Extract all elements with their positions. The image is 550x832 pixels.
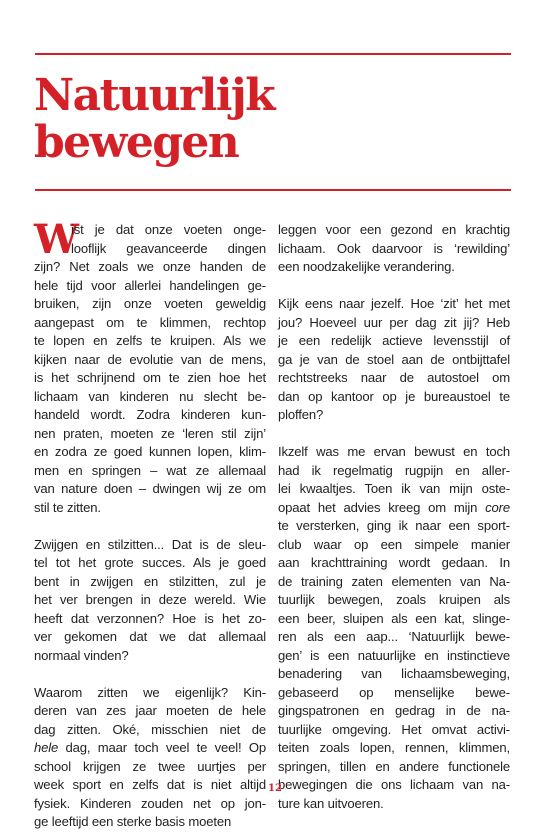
text-line: te lopen en zelfs te kruipen. Als we <box>34 333 266 348</box>
text-line: lei kwaaltjes. Toen ik van mijn oste- <box>278 481 510 496</box>
text-line: ren als een aap... ‘Natuurlijk bewe- <box>278 629 510 644</box>
text-line: fysiek. Kinderen zouden net op jon- <box>34 795 266 811</box>
text-line: van nature doen – dwingen wij ze om <box>34 481 266 496</box>
text-line: hele tijd voor allerlei handelingen ge- <box>34 277 266 293</box>
paragraph-gap <box>278 277 510 296</box>
text-line: ge leeftijd een sterke basis moeten <box>34 814 232 829</box>
paragraph-gap <box>34 665 266 684</box>
text-line: teiten zoals lopen, rennen, klimmen, <box>278 740 510 755</box>
text-line: bewegingen die ons lichaam van na- <box>278 777 510 792</box>
text-line: leggen voor een gezond en krachtig <box>278 222 510 237</box>
emphasis: core <box>485 499 510 515</box>
text-line: ga je van de stoel aan de ontbijttafel <box>278 351 510 367</box>
text-line: deren van zes jaar moeten de hele <box>34 703 266 718</box>
page-number: 12 <box>268 783 282 794</box>
text-line: men en springen – wat ze allemaal <box>34 462 266 478</box>
text-line: een beer, sluipen als een kat, slinge- <box>278 610 510 626</box>
text-line: ture kan uitvoeren. <box>278 795 384 811</box>
text-line: tuurlijke omgeving. Het omvat activi- <box>278 721 510 737</box>
drop-cap: W <box>34 216 79 263</box>
top-rule <box>35 53 511 55</box>
page-title <box>34 72 274 166</box>
emphasis: hele <box>34 740 59 755</box>
text-line: rechtstreeks naar de autostoel om <box>278 370 510 385</box>
text-line: looflijk geavanceerde dingen <box>71 240 266 256</box>
text-line: een noodzakelijke verandering. <box>278 259 455 274</box>
text-line: ist je dat onze voeten onge- <box>71 222 266 237</box>
text-line: jou? Hoeveel uur per dag zit jij? Heb <box>278 314 510 330</box>
left-column <box>34 216 266 832</box>
text-line: bent in zwijgen en stilzitten, zul je <box>34 573 266 589</box>
text-line: ver gekomen dat we dat allemaal <box>34 629 266 644</box>
text-line: heeft dat verzonnen? Hoe is het zo- <box>34 610 266 626</box>
title-line-2: bewegen <box>34 117 239 168</box>
text-line: te versterken, ging ik naar een sport- <box>278 518 510 533</box>
text-line: bruiken, zijn onze voeten geweldig <box>34 296 266 311</box>
text-line: je een redelijk actieve levensstijl of <box>278 333 510 348</box>
text-line: springen, tillen en andere functionele <box>278 758 510 774</box>
right-column <box>278 221 510 813</box>
text-line: gebaseerd op menselijke bewe- <box>278 684 510 700</box>
text-line: gen’ is een natuurlijke en instinctieve <box>278 647 510 663</box>
text-line: lichaam. Ook daarvoor is ‘rewilding’ <box>278 240 510 256</box>
text-line: kijken naar de evolutie van de mens, <box>34 351 266 367</box>
text-line: handeld wordt. Zodra kinderen kun- <box>34 407 266 422</box>
text-line: is het schrijnend om te zien hoe het <box>34 370 266 385</box>
text-line: het ver brengen in deze wereld. Wie <box>34 592 266 607</box>
text-line: nen praten, moeten ze ‘leren stil zijn’ <box>34 425 266 441</box>
text-line: Ikzelf was me ervan bewust en toch <box>278 444 510 459</box>
paragraph-gap <box>34 517 266 536</box>
text-line: lichaam van kinderen nu slecht be- <box>34 388 266 404</box>
text-line: en zodra ze goed kunnen lopen, klim- <box>34 444 266 459</box>
text-line: ploffen? <box>278 407 324 422</box>
text-line: de training zaten elementen van Na- <box>278 573 510 589</box>
text-line: benadering van lichaamsbeweging, <box>278 666 510 681</box>
text-line: Waarom zitten we eigenlijk? Kin- <box>34 684 266 700</box>
text-line: hele dag, maar toch veel te veel! Op <box>34 740 266 755</box>
text-line: tel tot het grote succes. Als je goed <box>34 555 266 570</box>
text-line: had ik regelmatig rugpijn en aller- <box>278 462 510 478</box>
text-line: gingspatronen en gedrag in de na- <box>278 703 510 718</box>
text-line: week sport en zelfs dat is niet altijd <box>34 777 266 792</box>
text-line: normaal vinden? <box>34 647 129 663</box>
text-line: Kijk eens naar jezelf. Hoe ‘zit’ het met <box>278 296 510 311</box>
bottom-rule <box>35 189 511 191</box>
text-line: opaat het advies kreeg om mijn core <box>278 499 510 515</box>
text-line: zijn? Net zoals we onze handen de <box>34 259 266 274</box>
text-line: club waar op een simpele manier <box>278 536 510 552</box>
text-line: stil te zitten. <box>34 499 101 515</box>
title-line-1: Natuurlijk <box>34 70 275 121</box>
text-line: aangepast om te klimmen, rechtop <box>34 314 266 330</box>
text-line: aan krachttraining wordt gedaan. In <box>278 555 510 570</box>
text-line: Zwijgen en stilzitten... Dat is de sleu- <box>34 536 266 552</box>
text-line: school krijgen ze twee uurtjes per <box>34 758 266 774</box>
paragraph-gap <box>278 425 510 444</box>
text-line: tuurlijk bewegen, zoals kruipen als <box>278 592 510 607</box>
text-line: dag zitten. Oké, misschien niet de <box>34 721 266 737</box>
text-line: dan op kantoor op je bureaustoel te <box>278 388 510 404</box>
